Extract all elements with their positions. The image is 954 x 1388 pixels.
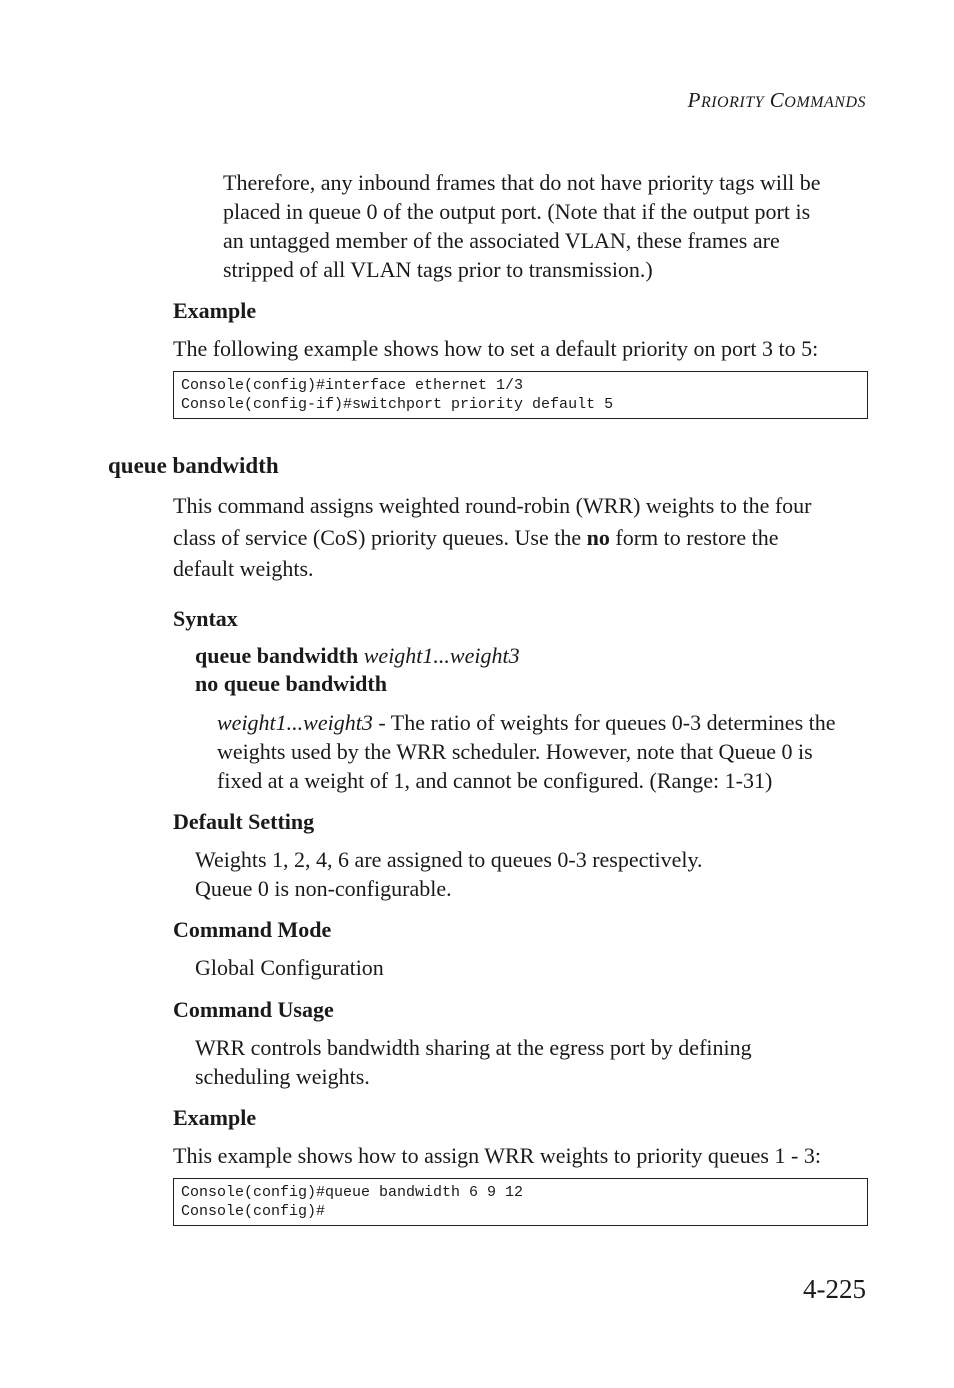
example-text-1: The following example shows how to set a default priority on port 3 to 5: <box>173 336 819 361</box>
command-mode-heading: Command Mode <box>173 917 332 942</box>
command-usage-text: WRR controls bandwidth sharing at the egress port by defining scheduling weights. <box>195 1035 752 1089</box>
syntax-commands: queue bandwidth weight1...weight3 no queue bandwidth <box>195 643 520 696</box>
code-line: Console(config)# <box>181 1203 326 1220</box>
example-heading-1: Example <box>173 298 257 323</box>
code-line: Console(config)#queue bandwidth 6 9 12 <box>181 1184 524 1201</box>
section-description: This command assigns weighted round-robin (WRR) weights to the four class of service (CoS) priority queues. Use the no form to restore the default weights. <box>173 493 812 581</box>
code-line: Console(config)#interface ethernet 1/3 <box>181 377 524 394</box>
command-usage-heading: Command Usage <box>173 997 334 1022</box>
syntax-parameter: weight1...weight3 - The ratio of weights for queues 0-3 determines the weights used by the WRR scheduler. However, note that Queue 0 is fixed at a weight of 1, and cannot be configured. (Range: 1-31) <box>217 710 836 793</box>
intro-paragraph: Therefore, any inbound frames that do not have priority tags will be placed in queue 0 of the output port. (Note that if the output port is an untagged member of the associated VLAN, these frames are stripped of all VLAN tags prior to transmission.) <box>223 170 821 282</box>
section-title: queue bandwidth <box>108 453 279 478</box>
code-block-2 <box>173 1178 868 1226</box>
code-block-1 <box>173 371 868 419</box>
code-line: Console(config-if)#switchport priority default 5 <box>181 396 614 413</box>
running-header: PRIORITY COMMANDS <box>687 88 866 112</box>
default-setting-text: Weights 1, 2, 4, 6 are assigned to queues 0-3 respectively. Queue 0 is non-configurable. <box>195 847 703 901</box>
default-setting-heading: Default Setting <box>173 809 315 834</box>
command-mode-text: Global Configuration <box>195 955 384 980</box>
example-heading-2: Example <box>173 1105 257 1130</box>
syntax-heading: Syntax <box>173 606 238 631</box>
page-number: 4-225 <box>803 1274 866 1304</box>
example-text-2: This example shows how to assign WRR weights to priority queues 1 - 3: <box>173 1143 821 1168</box>
